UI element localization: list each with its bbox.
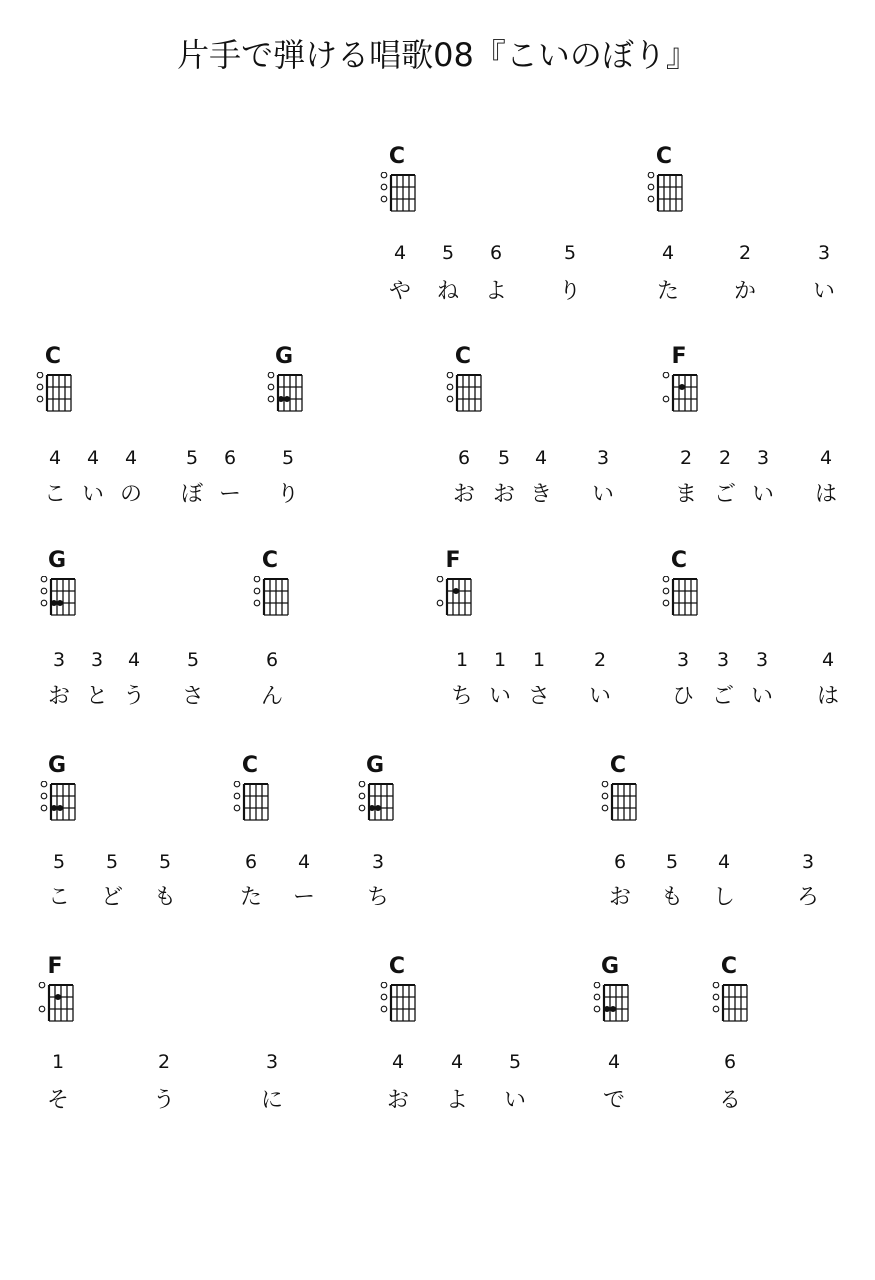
lyric-syllable: う	[122, 684, 145, 709]
note-number: 6	[723, 1051, 737, 1073]
chord-diagram	[230, 753, 270, 827]
lyric-syllable: お	[492, 482, 515, 507]
lyric-syllable: で	[602, 1088, 625, 1113]
note-number: 2	[679, 447, 693, 469]
chord-diagram	[37, 753, 77, 827]
open-string-marker	[37, 384, 43, 390]
open-string-marker	[663, 600, 669, 606]
chord-diagram	[37, 548, 77, 622]
chord-diagram	[264, 344, 304, 418]
finger-dot	[57, 600, 63, 606]
note-number: 5	[52, 851, 66, 873]
open-string-marker	[268, 396, 274, 402]
open-string-marker	[234, 781, 240, 787]
note-number: 6	[223, 447, 237, 469]
open-string-marker	[234, 793, 240, 799]
note-number: 4	[86, 447, 100, 469]
finger-dot	[55, 994, 61, 1000]
note-number: 3	[801, 851, 815, 873]
note-number: 4	[391, 1051, 405, 1073]
chord-name: G	[274, 344, 294, 369]
open-string-marker	[37, 372, 43, 378]
lyric-syllable: り	[558, 279, 581, 304]
chord-diagram-grid	[659, 372, 701, 418]
note-number: 5	[441, 242, 455, 264]
note-number: 5	[105, 851, 119, 873]
open-string-marker	[41, 781, 47, 787]
chord-diagram	[659, 344, 699, 418]
open-string-marker	[381, 982, 387, 988]
note-number: 5	[186, 649, 200, 671]
open-string-marker	[447, 372, 453, 378]
lyric-syllable: し	[712, 885, 735, 910]
chord-name: C	[388, 954, 406, 979]
open-string-marker	[268, 384, 274, 390]
note-number: 4	[48, 447, 62, 469]
chord-name: G	[365, 753, 385, 778]
lyric-syllable: い	[751, 482, 774, 507]
chord-diagram-grid	[590, 982, 632, 1028]
open-string-marker	[713, 1006, 719, 1012]
chord-diagram-grid	[709, 982, 751, 1028]
chord-diagram-grid	[377, 982, 419, 1028]
lyric-syllable: ま	[674, 482, 697, 507]
note-number: 1	[493, 649, 507, 671]
note-number: 3	[596, 447, 610, 469]
chord-diagram-grid	[355, 781, 397, 827]
finger-dot	[453, 588, 459, 594]
chord-diagram-grid	[33, 372, 75, 418]
open-string-marker	[381, 172, 387, 178]
chord-diagram-grid	[37, 576, 79, 622]
lyric-syllable: る	[718, 1088, 741, 1113]
lyric-syllable: い	[503, 1088, 526, 1113]
lyric-syllable: の	[119, 482, 142, 507]
lyric-syllable: お	[47, 684, 70, 709]
note-number: 3	[755, 649, 769, 671]
note-number: 5	[185, 447, 199, 469]
chord-diagram-grid	[264, 372, 306, 418]
note-number: 5	[665, 851, 679, 873]
note-number: 6	[489, 242, 503, 264]
note-number: 4	[127, 649, 141, 671]
finger-dot	[610, 1006, 616, 1012]
open-string-marker	[663, 576, 669, 582]
open-string-marker	[713, 994, 719, 1000]
note-number: 4	[717, 851, 731, 873]
chord-diagram	[644, 144, 684, 218]
page-title: 片手で弾ける唱歌08『こいのぼり』	[177, 36, 698, 74]
open-string-marker	[381, 184, 387, 190]
open-string-marker	[648, 172, 654, 178]
lyric-syllable: い	[591, 482, 614, 507]
open-string-marker	[41, 588, 47, 594]
note-number: 5	[281, 447, 295, 469]
chord-name: G	[47, 753, 67, 778]
chord-diagram	[377, 954, 417, 1028]
open-string-marker	[359, 793, 365, 799]
chord-diagram	[433, 548, 473, 622]
open-string-marker	[594, 1006, 600, 1012]
open-string-marker	[447, 396, 453, 402]
finger-dot	[278, 396, 284, 402]
lyric-syllable: い	[812, 279, 835, 304]
lyric-syllable: ぼ	[180, 482, 203, 507]
open-string-marker	[663, 396, 669, 402]
chord-diagram	[250, 548, 290, 622]
chord-diagram-grid	[37, 781, 79, 827]
open-string-marker	[268, 372, 274, 378]
note-number: 2	[718, 447, 732, 469]
chord-diagram	[598, 753, 638, 827]
lyric-syllable: い	[488, 684, 511, 709]
note-number: 4	[821, 649, 835, 671]
note-number: 3	[756, 447, 770, 469]
note-number: 3	[676, 649, 690, 671]
chord-diagram-grid	[377, 172, 419, 218]
open-string-marker	[437, 600, 443, 606]
chord-name: F	[671, 344, 687, 369]
lyric-syllable: お	[452, 482, 475, 507]
note-number: 4	[607, 1051, 621, 1073]
open-string-marker	[359, 781, 365, 787]
lyric-syllable: り	[276, 482, 299, 507]
note-number: 3	[817, 242, 831, 264]
open-string-marker	[234, 805, 240, 811]
open-string-marker	[381, 1006, 387, 1012]
open-string-marker	[359, 805, 365, 811]
note-number: 4	[450, 1051, 464, 1073]
chord-name: C	[670, 548, 688, 573]
open-string-marker	[437, 576, 443, 582]
lyric-syllable: た	[656, 279, 679, 304]
finger-dot	[51, 805, 57, 811]
lyric-syllable: お	[608, 885, 631, 910]
note-number: 6	[244, 851, 258, 873]
chord-name: G	[47, 548, 67, 573]
note-number: 5	[508, 1051, 522, 1073]
chord-name: C	[609, 753, 627, 778]
finger-dot	[57, 805, 63, 811]
lyric-syllable: は	[816, 684, 839, 709]
chord-diagram	[33, 344, 73, 418]
open-string-marker	[663, 588, 669, 594]
open-string-marker	[381, 196, 387, 202]
chord-name: C	[241, 753, 259, 778]
chord-name: C	[655, 144, 673, 169]
open-string-marker	[39, 982, 45, 988]
open-string-marker	[254, 588, 260, 594]
note-number: 4	[661, 242, 675, 264]
chord-name: C	[720, 954, 738, 979]
lyric-syllable: も	[660, 885, 683, 910]
chord-diagram-grid	[598, 781, 640, 827]
lyric-syllable: う	[152, 1088, 175, 1113]
finger-dot	[284, 396, 290, 402]
note-number: 3	[90, 649, 104, 671]
note-number: 5	[497, 447, 511, 469]
open-string-marker	[41, 600, 47, 606]
lyric-syllable: い	[81, 482, 104, 507]
note-number: 2	[593, 649, 607, 671]
lyric-syllable: ど	[100, 885, 123, 910]
lyric-syllable: た	[239, 885, 262, 910]
chord-diagram-grid	[250, 576, 292, 622]
finger-dot	[51, 600, 57, 606]
note-number: 3	[371, 851, 385, 873]
open-string-marker	[713, 982, 719, 988]
chord-diagram	[355, 753, 395, 827]
chord-diagram-grid	[443, 372, 485, 418]
note-number: 2	[738, 242, 752, 264]
lyric-syllable: ち	[450, 684, 473, 709]
chord-diagram	[659, 548, 699, 622]
open-string-marker	[254, 600, 260, 606]
finger-dot	[679, 384, 685, 390]
note-number: 1	[51, 1051, 65, 1073]
note-number: 3	[52, 649, 66, 671]
note-number: 4	[534, 447, 548, 469]
lyric-syllable: い	[750, 684, 773, 709]
note-number: 3	[716, 649, 730, 671]
note-number: 6	[457, 447, 471, 469]
chord-diagram	[443, 344, 483, 418]
lyric-syllable: さ	[181, 684, 204, 709]
lyric-syllable: き	[529, 482, 552, 507]
lyric-syllable: ん	[260, 684, 283, 709]
open-string-marker	[41, 576, 47, 582]
note-number: 4	[297, 851, 311, 873]
note-number: 4	[124, 447, 138, 469]
lyric-syllable: お	[386, 1088, 409, 1113]
chord-diagram	[377, 144, 417, 218]
lyric-syllable: よ	[445, 1088, 468, 1113]
note-number: 3	[265, 1051, 279, 1073]
lyric-syllable: か	[733, 279, 756, 304]
lyric-syllable: ー	[292, 885, 315, 910]
open-string-marker	[37, 396, 43, 402]
note-number: 5	[158, 851, 172, 873]
lyric-syllable: ひ	[671, 684, 694, 709]
chord-diagram-grid	[659, 576, 701, 622]
note-number: 1	[532, 649, 546, 671]
chord-diagram	[709, 954, 749, 1028]
open-string-marker	[602, 793, 608, 799]
lyric-syllable: ち	[366, 885, 389, 910]
chord-name: C	[261, 548, 279, 573]
lyric-syllable: ご	[713, 482, 736, 507]
lyric-syllable: も	[153, 885, 176, 910]
chord-diagram	[590, 954, 630, 1028]
open-string-marker	[648, 184, 654, 190]
lyric-syllable: ろ	[796, 885, 819, 910]
open-string-marker	[594, 994, 600, 1000]
chord-name: C	[454, 344, 472, 369]
chord-diagram	[35, 954, 75, 1028]
note-number: 4	[393, 242, 407, 264]
lyric-syllable: ね	[436, 279, 459, 304]
open-string-marker	[648, 196, 654, 202]
lyric-syllable: こ	[47, 885, 70, 910]
note-number: 6	[613, 851, 627, 873]
finger-dot	[369, 805, 375, 811]
open-string-marker	[41, 805, 47, 811]
chord-name: C	[388, 144, 406, 169]
lyric-syllable: よ	[484, 279, 507, 304]
open-string-marker	[254, 576, 260, 582]
open-string-marker	[381, 994, 387, 1000]
lyric-syllable: と	[85, 684, 108, 709]
chord-diagram-grid	[35, 982, 77, 1028]
finger-dot	[604, 1006, 610, 1012]
lyric-syllable: ご	[711, 684, 734, 709]
chord-name: C	[44, 344, 62, 369]
open-string-marker	[602, 805, 608, 811]
lyric-syllable: そ	[46, 1088, 69, 1113]
finger-dot	[375, 805, 381, 811]
chord-name: G	[600, 954, 620, 979]
lyric-syllable: は	[814, 482, 837, 507]
open-string-marker	[602, 781, 608, 787]
chord-name: F	[47, 954, 63, 979]
open-string-marker	[39, 1006, 45, 1012]
lyric-syllable: い	[588, 684, 611, 709]
note-number: 4	[819, 447, 833, 469]
open-string-marker	[41, 793, 47, 799]
note-number: 2	[157, 1051, 171, 1073]
lyric-syllable: に	[260, 1088, 283, 1113]
lyric-syllable: さ	[527, 684, 550, 709]
note-number: 1	[455, 649, 469, 671]
chord-name: F	[445, 548, 461, 573]
note-number: 5	[563, 242, 577, 264]
open-string-marker	[447, 384, 453, 390]
chord-diagram-grid	[644, 172, 686, 218]
chord-diagram-grid	[433, 576, 475, 622]
note-number: 6	[265, 649, 279, 671]
chord-diagram-grid	[230, 781, 272, 827]
lyric-syllable: ー	[218, 482, 241, 507]
open-string-marker	[663, 372, 669, 378]
lyric-syllable: や	[388, 279, 411, 304]
open-string-marker	[594, 982, 600, 988]
lyric-syllable: こ	[43, 482, 66, 507]
